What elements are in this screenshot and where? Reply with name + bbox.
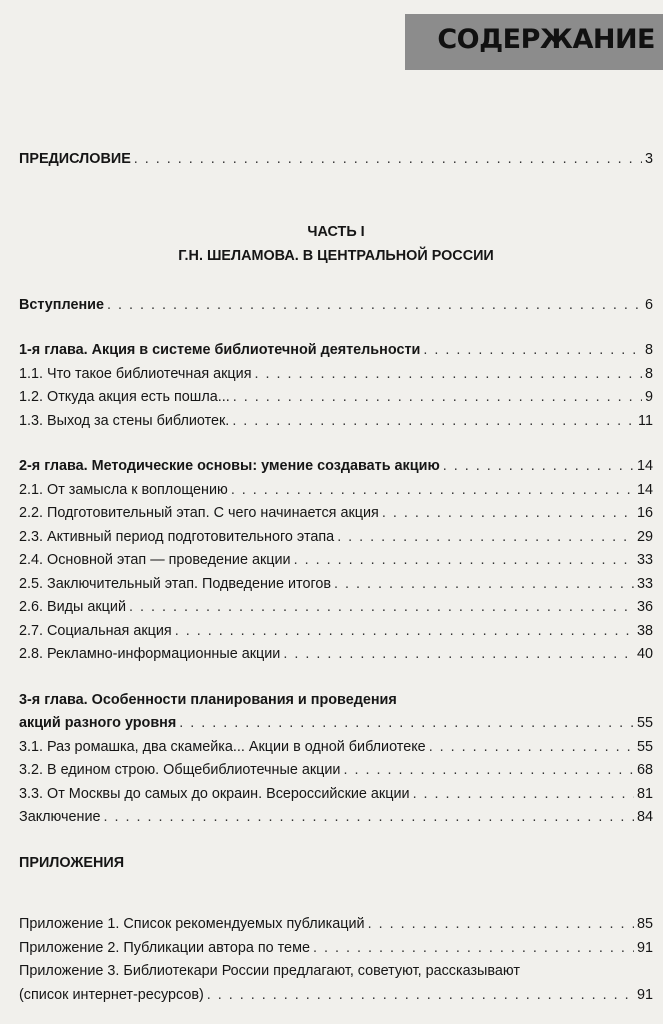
part-title: Г.Н. ШЕЛАМОВА. В ЦЕНТРАЛЬНОЙ РОССИИ [178, 247, 494, 264]
toc-entry-2-6[interactable] [19, 596, 653, 620]
toc-entry-chapter-1[interactable] [19, 339, 653, 363]
part-label: ЧАСТЬ I [307, 223, 365, 240]
entry-page: 36 [636, 599, 653, 615]
toc-entry-1-2[interactable] [19, 386, 653, 410]
entry-title: (список интернет-ресурсов) [19, 986, 204, 1003]
dot-leader [129, 596, 634, 620]
dot-leader [175, 620, 634, 644]
entry-page: 91 [636, 939, 653, 956]
toc-entry-2-8[interactable] [19, 643, 653, 667]
entry-title: Приложение 1. Список рекомендуемых публикаций [19, 916, 365, 932]
entry-title: 2.2. Подготовительный этап. С чего начинается акция [19, 505, 379, 521]
entry-page: 8 [644, 342, 653, 358]
entry-page: 85 [636, 916, 653, 932]
entry-title: Вступление [19, 296, 104, 313]
toc-entry-2-7[interactable] [19, 620, 653, 644]
entry-title: 3.1. Раз ромашка, два скамейка... Акции в одной библиотеке [19, 738, 426, 755]
entry-page: 38 [636, 622, 653, 639]
entry-title: 2.4. Основной этап — проведение акции [19, 552, 291, 568]
entry-title: 2-я глава. Методические основы: умение создавать акцию [19, 458, 440, 474]
toc-entry-chapter-3-line1[interactable]: 3-я глава. Особенности планирования и проведения [19, 691, 397, 708]
toc-entry-1-3[interactable] [19, 410, 653, 434]
entry-title: 2.3. Активный период подготовительного этапа [19, 528, 335, 545]
toc-entry-preface[interactable] [19, 148, 653, 172]
toc-entry-3-3[interactable] [19, 783, 653, 807]
entry-title: ПРЕДИСЛОВИЕ [19, 151, 131, 167]
toc-entry-2-3[interactable] [19, 526, 653, 550]
entry-page: 16 [636, 505, 653, 521]
toc-entry-chapter-2[interactable] [19, 455, 653, 479]
toc-entry-appendix-3[interactable] [19, 984, 653, 1008]
dot-leader [231, 479, 634, 503]
entry-page: 55 [636, 738, 653, 755]
toc-entry-appendix-3-line1[interactable]: Приложение 3. Библиотекари России предлагают, советуют, рассказывают [19, 963, 520, 979]
dot-leader [429, 736, 634, 760]
entry-page: 68 [636, 762, 653, 778]
entry-page: 84 [636, 809, 653, 825]
page-title: СОДЕРЖАНИЕ [437, 24, 655, 55]
toc-entry-chapter-3[interactable] [19, 712, 653, 736]
dot-leader [179, 712, 634, 736]
entry-page: 14 [636, 481, 653, 498]
dot-leader [134, 148, 642, 172]
table-of-contents [19, 148, 653, 1007]
entry-page: 55 [636, 715, 653, 731]
entry-page: 14 [636, 458, 653, 474]
toc-entry-3-2[interactable] [19, 759, 653, 783]
dot-leader [423, 339, 642, 363]
entry-title: 3.2. В едином строю. Общебиблиотечные акции [19, 762, 341, 778]
entry-page: 29 [636, 528, 653, 545]
dot-leader [337, 526, 634, 550]
entry-title: акций разного уровня [19, 715, 177, 731]
dot-leader [313, 937, 634, 961]
entry-page: 33 [636, 552, 653, 568]
entry-title: 2.7. Социальная акция [19, 622, 172, 639]
toc-entry-3-1[interactable] [19, 736, 653, 760]
entry-page: 81 [636, 785, 653, 802]
entry-title: 2.8. Рекламно-информационные акции [19, 646, 281, 662]
dot-leader [382, 502, 634, 526]
entry-title: 1-я глава. Акция в системе библиотечной деятельности [19, 342, 421, 358]
dot-leader [283, 643, 634, 667]
entry-title: 1.1. Что такое библиотечная акция [19, 365, 252, 382]
entry-title: 2.1. От замысла к воплощению [19, 481, 228, 498]
appendices-heading: ПРИЛОЖЕНИЯ [19, 854, 125, 871]
toc-entry-2-2[interactable] [19, 502, 653, 526]
entry-title: 3.3. От Москвы до самых до окраин. Всероссийские акции [19, 785, 410, 802]
entry-title: 1.3. Выход за стены библиотек. [19, 412, 230, 429]
entry-title: Заключение [19, 809, 101, 825]
dot-leader [107, 294, 642, 318]
entry-page: 40 [636, 646, 653, 662]
dot-leader [334, 573, 634, 597]
dot-leader [104, 806, 634, 830]
toc-entry-appendix-2[interactable] [19, 937, 653, 961]
entry-page: 6 [644, 296, 653, 313]
entry-title: 1.2. Откуда акция есть пошла... [19, 389, 230, 405]
entry-page: 91 [636, 986, 653, 1003]
toc-entry-2-5[interactable] [19, 573, 653, 597]
entry-page: 8 [644, 365, 653, 382]
dot-leader [368, 913, 634, 937]
dot-leader [207, 984, 634, 1008]
dot-leader [294, 549, 634, 573]
toc-entry-intro[interactable] [19, 294, 653, 318]
entry-title: Приложение 2. Публикации автора по теме [19, 939, 310, 956]
entry-title: 2.6. Виды акций [19, 599, 126, 615]
toc-entry-2-1[interactable] [19, 479, 653, 503]
toc-entry-appendix-1[interactable] [19, 913, 653, 937]
dot-leader [443, 455, 634, 479]
entry-page: 11 [638, 412, 653, 429]
dot-leader [413, 783, 634, 807]
entry-title: 2.5. Заключительный этап. Подведение итогов [19, 575, 332, 592]
toc-entry-conclusion[interactable] [19, 806, 653, 830]
header-banner [405, 14, 663, 70]
dot-leader [233, 386, 642, 410]
dot-leader [343, 759, 634, 783]
entry-page: 33 [636, 575, 653, 592]
toc-entry-2-4[interactable] [19, 549, 653, 573]
dot-leader [232, 410, 635, 434]
toc-entry-1-1[interactable] [19, 363, 653, 387]
entry-page: 3 [644, 151, 653, 167]
entry-page: 9 [644, 389, 653, 405]
dot-leader [254, 363, 642, 387]
